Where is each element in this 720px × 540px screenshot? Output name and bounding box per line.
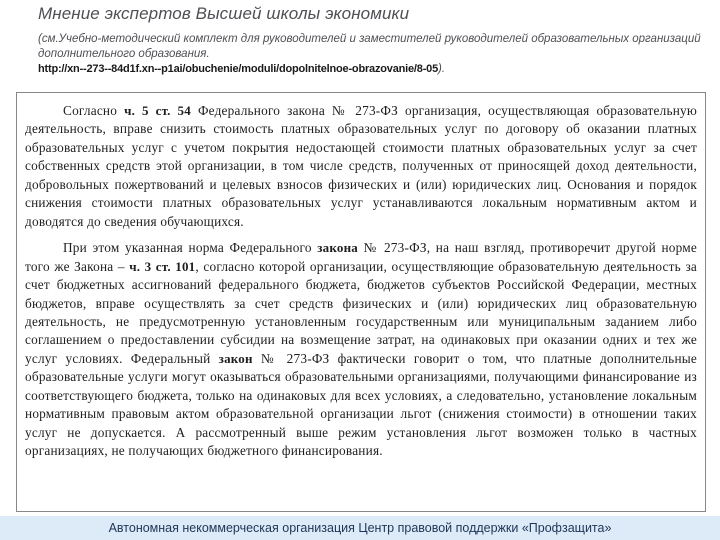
law-reference-link[interactable]: ч. 3 ст. 101 — [129, 258, 196, 274]
law-reference-link[interactable]: закона — [317, 240, 358, 256]
paragraph-2-text-d: № 273-ФЗ фактически говорит о том, что платные дополнительные образовательные услуги могут оказываться образовательными организациями, получающими финансирование из соответствующего бюджета, только на одинаковых для всех условиях, а следовательно, установление локальным нормативным правовым актом образовательной организации льгот (снижения стоимости) в отношении таких услуг не допускается. А рассмотренный выше режим установления льгот возможен только в частных организациях, не получающих бюджетного финансирования. — [25, 350, 697, 459]
page-title: Мнение экспертов Высшей школы экономики — [38, 4, 410, 23]
paragraph-2-text-a: При этом указанная норма Федерального — [63, 240, 318, 256]
source-text: (см.Учебно-методический комплект для руководителей и заместителей руководителей образовательных организаций дополнительного образования. — [38, 33, 701, 60]
law-reference-link[interactable]: ч. 5 ст. 54 — [124, 103, 191, 118]
paragraph-1 — [25, 102, 697, 231]
paragraph-1-text-b: Федерального закона № 273-ФЗ организация, осуществляющая образовательную деятельность, вправе снизить стоимость платных образовательных услуг по договору об оказании платных образовательных услуг с учетом покрытия недостающей стоимости платных образовательных услуг за счет собственных средств этой организации, в том числе средств, полученных от приносящей доход деятельности, добровольных пожертвований и целевых взносов физических и (или) юридических лиц. Основания и порядок снижения стоимости платных образовательных услуг устанавливаются локальным нормативным актом и доводятся до сведения обучающихся. — [25, 103, 698, 229]
source-link[interactable]: http://xn--273--84d1f.xn--p1ai/obuchenie/moduli/dopolnitelnoe-obrazovanie/8-05 — [38, 63, 438, 75]
quote-box — [16, 92, 706, 512]
source-close: ). — [438, 63, 446, 75]
footer-bar — [0, 516, 720, 540]
footer-text: Автономная некоммерческая организация Центр правовой поддержки «Профзащита» — [108, 521, 612, 535]
paragraph-2 — [25, 239, 697, 460]
paragraph-2-text-c: , согласно которой организации, осуществляющие образовательную деятельность за счет бюджетных ассигнований федерального бюджета, бюджетов субъектов Российской Федерации, местных бюджетов, вправе осуществлять за счет средств физических и (или) юридических лиц образовательную деятельность, не предусмотренную установленным государственным или муниципальным заданием либо соглашением о предоставлении субсидии на возмещение затрат, на одинаковых при оказании одних и тех же услуг условиях. Федеральный — [25, 258, 697, 366]
paragraph-1-text-a: Согласно — [63, 103, 125, 118]
paragraph-2-text-b: № 273-ФЗ, на наш взгляд, противоречит другой норме того же Закона – — [25, 240, 697, 274]
law-reference-link[interactable]: закон — [218, 350, 253, 366]
source-note — [38, 32, 710, 77]
